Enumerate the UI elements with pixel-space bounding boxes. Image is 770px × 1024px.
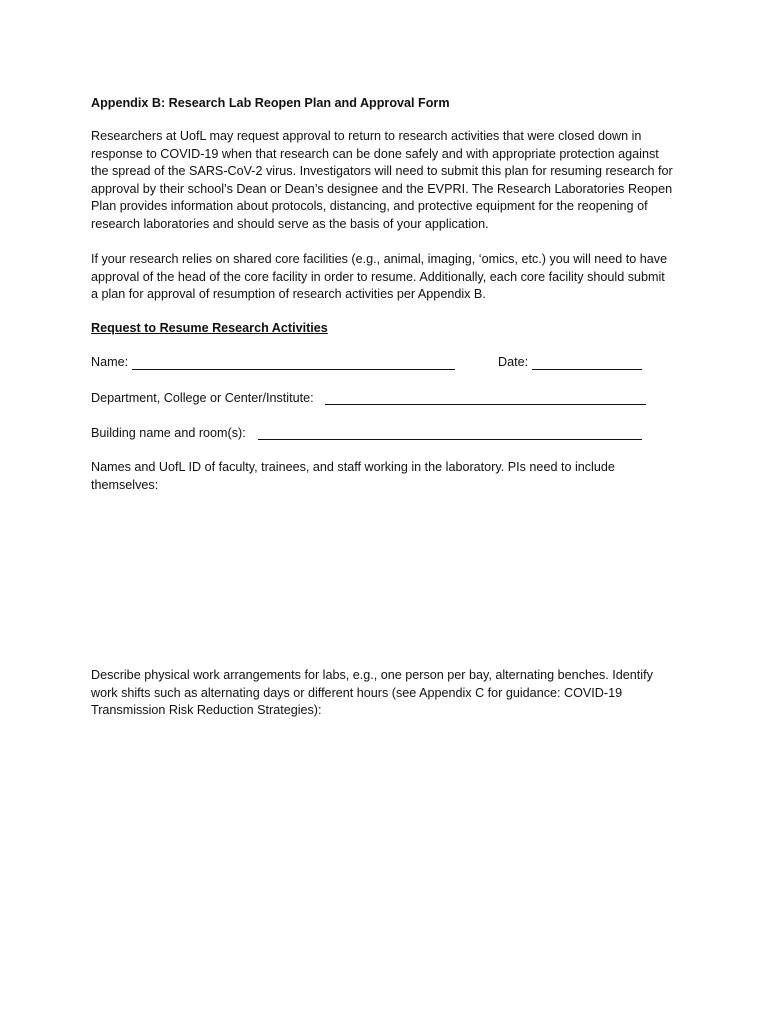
personnel-prompt	[91, 459, 615, 494]
arrangements-line: work shifts such as alternating days or different hours (see Appendix C for guidance: COVID-19	[91, 685, 623, 700]
intro-line: research laboratories and should serve as the basis of your application.	[91, 216, 489, 231]
building-field[interactable]	[258, 439, 642, 440]
core-line: If your research relies on shared core facilities (e.g., animal, imaging, ‘omics, etc.) you will need to have	[91, 252, 668, 266]
personnel-line: themselves:	[91, 477, 159, 492]
form-title: Appendix B: Research Lab Reopen Plan and Approval Form	[91, 96, 450, 110]
intro-line: response to COVID-19 when that research can be done safely and with appropriate protection against	[91, 146, 659, 161]
intro-paragraph	[91, 128, 673, 233]
name-field[interactable]	[132, 369, 455, 370]
building-label: Building name and room(s):	[91, 426, 246, 440]
arrangements-response-area[interactable]	[91, 730, 681, 970]
request-heading: Request to Resume Research Activities	[91, 321, 328, 335]
arrangements-line: Describe physical work arrangements for labs, e.g., one person per bay, alternating benches. Identify	[91, 668, 653, 682]
intro-line: Researchers at UofL may request approval to return to research activities that were closed down in	[91, 129, 642, 143]
intro-line: Plan provides information about protocols, distancing, and protective equipment for the reopening of	[91, 199, 648, 213]
personnel-response-area[interactable]	[91, 500, 681, 650]
department-label: Department, College or Center/Institute:	[91, 391, 314, 405]
name-label: Name:	[91, 355, 129, 369]
core-line: approval of the head of the core facility in order to resume. Additionally, each core facility should submit	[91, 269, 665, 284]
arrangements-prompt	[91, 667, 653, 720]
intro-line: approval by their school’s Dean or Dean’s designee and the EVPRI. The Research Laboratories Reopen	[91, 181, 673, 196]
intro-line: the spread of the SARS-CoV-2 virus. Investigators will need to submit this plan for resuming research for	[91, 164, 673, 178]
department-field[interactable]	[325, 404, 646, 405]
core-facilities-paragraph	[91, 251, 667, 304]
date-field[interactable]	[532, 369, 642, 370]
personnel-line: Names and UofL ID of faculty, trainees, and staff working in the laboratory. PIs need to include	[91, 460, 615, 474]
core-line: a plan for approval of resumption of research activities per Appendix B.	[91, 287, 486, 301]
date-label: Date:	[498, 355, 529, 369]
arrangements-line: Transmission Risk Reduction Strategies):	[91, 703, 322, 717]
